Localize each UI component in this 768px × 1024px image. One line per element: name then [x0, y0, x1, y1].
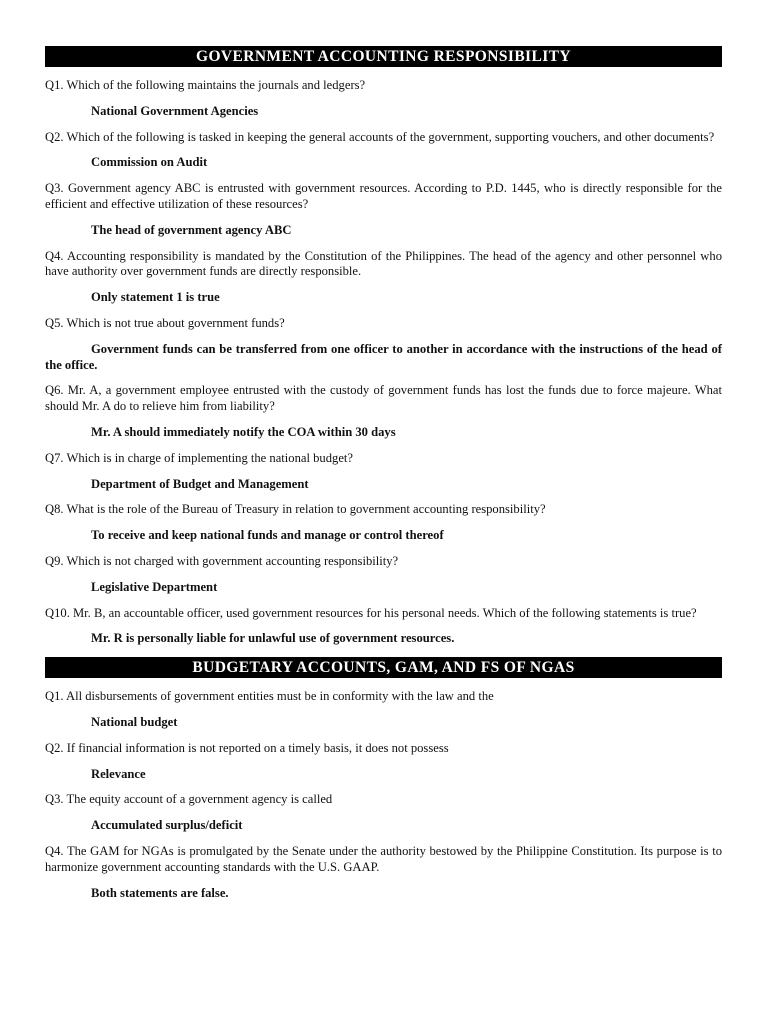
question: Q3. The equity account of a government agency is called — [45, 792, 333, 807]
question: Q5. Which is not true about government funds? — [45, 315, 285, 330]
answer: Mr. R is personally liable for unlawful use of government resources. — [91, 631, 455, 646]
answer: Department of Budget and Management — [91, 476, 309, 491]
section-header-budgetary: BUDGETARY ACCOUNTS, GAM, AND FS OF NGAS — [45, 657, 722, 678]
answer: Only statement 1 is true — [91, 290, 220, 305]
question: Q3. Government agency ABC is entrusted with government resources. According to P.D. 1445, who is directly responsible for the efficient and effective utilization of these resources? — [45, 181, 722, 211]
question: Q4. Accounting responsibility is mandated by the Constitution of the Philippines. The head of the agency and other personnel who have authority over government funds are directly responsible. — [45, 248, 722, 279]
section-header-responsibility: GOVERNMENT ACCOUNTING RESPONSIBILITY — [45, 46, 722, 67]
answer: Legislative Department — [91, 579, 218, 594]
question: Q1. All disbursements of government entities must be in conformity with the law and the — [45, 689, 494, 704]
question: Q8. What is the role of the Bureau of Treasury in relation to government accounting responsibility? — [45, 502, 546, 517]
question: Q7. Which is in charge of implementing the national budget? — [45, 450, 354, 465]
question: Q10. Mr. B, an accountable officer, used government resources for his personal needs. Which of the following statements is true? — [45, 605, 697, 620]
answer: Accumulated surplus/deficit — [91, 818, 243, 833]
document-page — [45, 46, 722, 911]
question: Q2. If financial information is not reported on a timely basis, it does not possess — [45, 740, 449, 755]
answer: Government funds can be transferred from one officer to another in accordance with the instructions of the head of the office. — [45, 341, 722, 372]
answer: Commission on Audit — [91, 155, 208, 170]
answer: To receive and keep national funds and manage or control thereof — [91, 528, 444, 543]
answer: National budget — [91, 714, 178, 729]
answer: National Government Agencies — [91, 103, 259, 118]
answer: Both statements are false. — [91, 885, 229, 900]
question: Q9. Which is not charged with government accounting responsibility? — [45, 553, 399, 568]
answer: Mr. A should immediately notify the COA within 30 days — [91, 424, 396, 439]
question: Q2. Which of the following is tasked in keeping the general accounts of the government, supporting vouchers, and other documents? — [45, 129, 715, 144]
answer: The head of government agency ABC — [91, 222, 292, 237]
question: Q6. Mr. A, a government employee entrusted with the custody of government funds has lost the funds due to force majeure. What should Mr. A do to relieve him from liability? — [45, 383, 722, 414]
question: Q4. The GAM for NGAs is promulgated by the Senate under the authority bestowed by the Philippine Constitution. Its purpose is to harmonize government accounting standards with the U.S. GAAP. — [45, 843, 722, 874]
answer: Relevance — [91, 766, 146, 781]
question: Q1. Which of the following maintains the journals and ledgers? — [45, 78, 366, 92]
